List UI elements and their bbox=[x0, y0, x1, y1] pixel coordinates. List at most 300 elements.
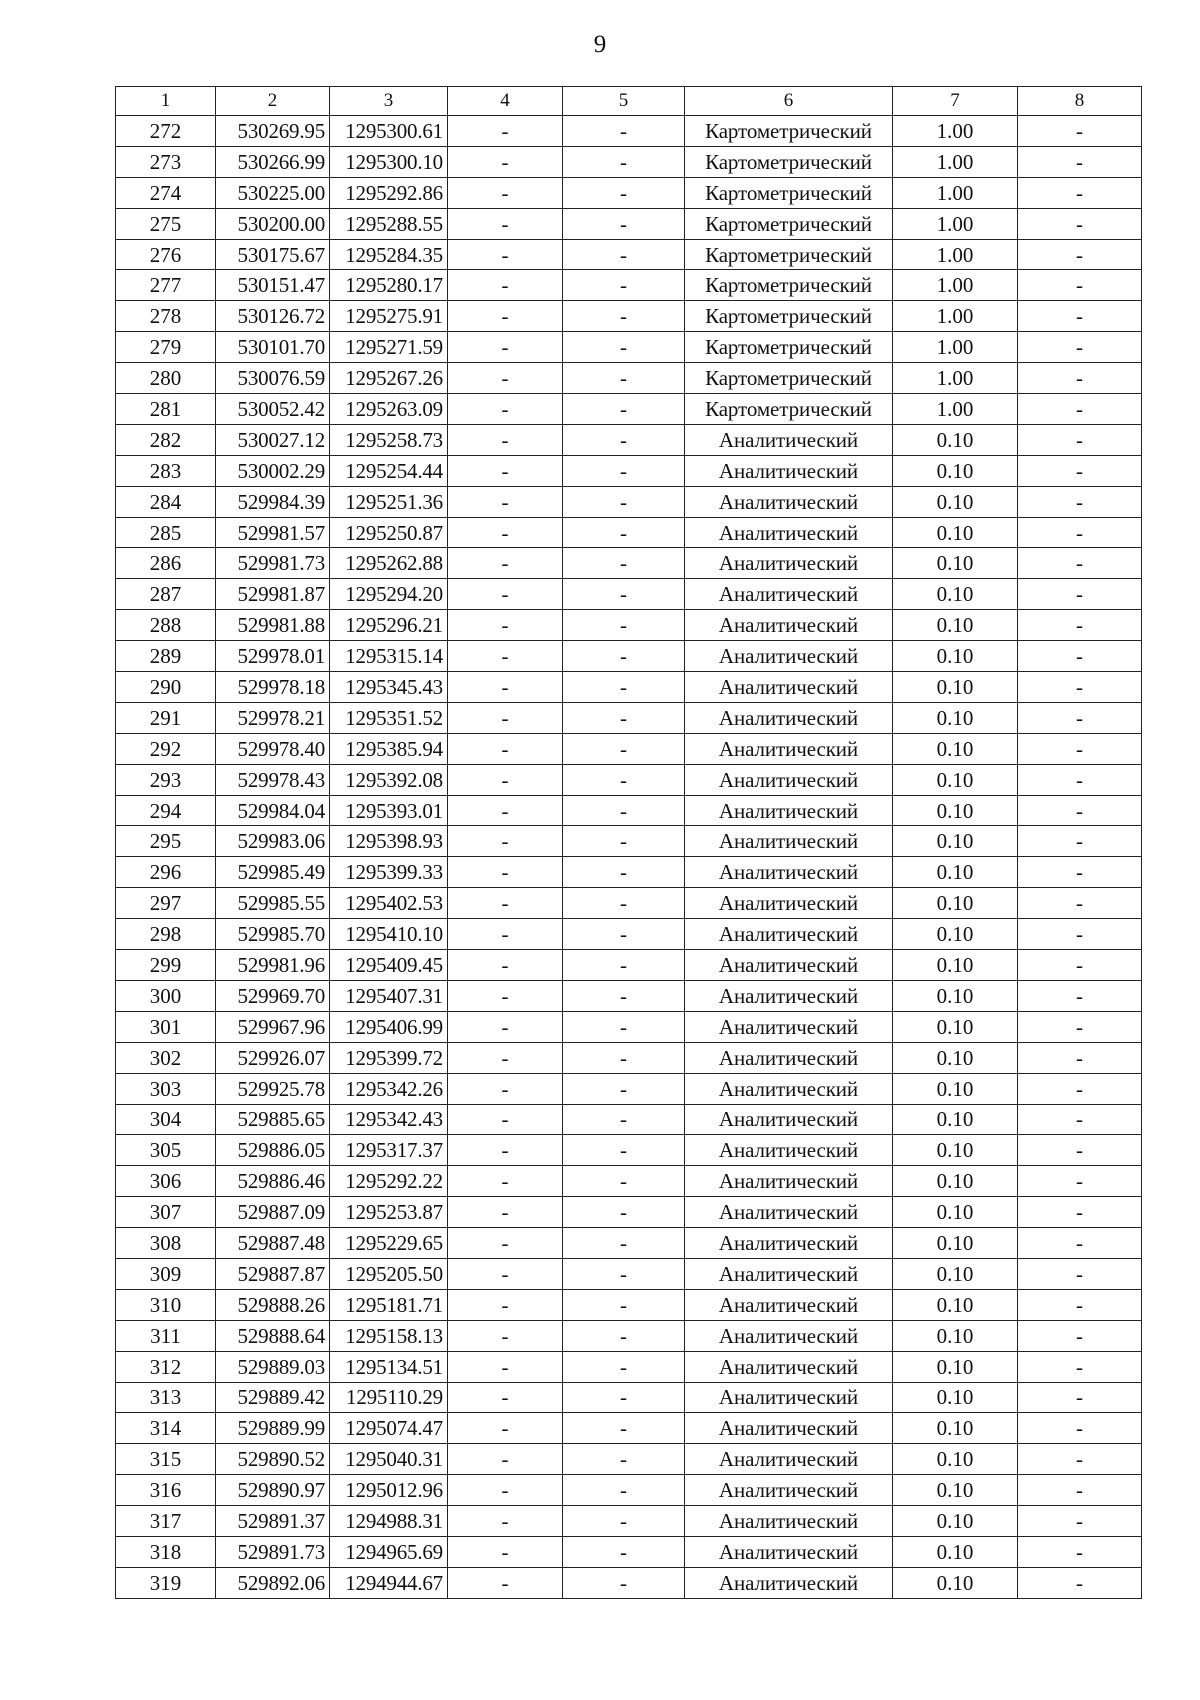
cell-point-number: 303 bbox=[116, 1073, 216, 1104]
cell-y-coordinate: 1295262.88 bbox=[330, 548, 448, 579]
cell-point-number: 278 bbox=[116, 301, 216, 332]
table-row bbox=[116, 1104, 1142, 1135]
cell-y-coordinate: 1295300.61 bbox=[330, 116, 448, 147]
cell-method: Аналитический bbox=[685, 1475, 893, 1506]
table-row bbox=[116, 332, 1142, 363]
cell-y-coordinate: 1295399.33 bbox=[330, 857, 448, 888]
cell-col-4: - bbox=[448, 116, 563, 147]
cell-col-5: - bbox=[563, 1135, 685, 1166]
cell-point-number: 287 bbox=[116, 579, 216, 610]
cell-method: Аналитический bbox=[685, 826, 893, 857]
cell-point-number: 308 bbox=[116, 1228, 216, 1259]
cell-col-4: - bbox=[448, 332, 563, 363]
cell-y-coordinate: 1295410.10 bbox=[330, 919, 448, 950]
cell-point-number: 297 bbox=[116, 888, 216, 919]
cell-x-coordinate: 530269.95 bbox=[216, 116, 330, 147]
column-header-8: 8 bbox=[1018, 87, 1142, 116]
cell-col-5: - bbox=[563, 270, 685, 301]
cell-y-coordinate: 1295409.45 bbox=[330, 950, 448, 981]
cell-accuracy: 0.10 bbox=[893, 548, 1018, 579]
cell-accuracy: 0.10 bbox=[893, 857, 1018, 888]
coordinates-table bbox=[115, 86, 1142, 1599]
cell-method: Аналитический bbox=[685, 1166, 893, 1197]
cell-point-number: 313 bbox=[116, 1382, 216, 1413]
cell-col-8: - bbox=[1018, 1567, 1142, 1598]
table-row bbox=[116, 1351, 1142, 1382]
cell-x-coordinate: 529891.37 bbox=[216, 1506, 330, 1537]
cell-accuracy: 0.10 bbox=[893, 1351, 1018, 1382]
cell-col-4: - bbox=[448, 733, 563, 764]
cell-accuracy: 0.10 bbox=[893, 1104, 1018, 1135]
cell-col-4: - bbox=[448, 1073, 563, 1104]
cell-y-coordinate: 1295229.65 bbox=[330, 1228, 448, 1259]
cell-method: Аналитический bbox=[685, 733, 893, 764]
column-header-7: 7 bbox=[893, 87, 1018, 116]
cell-col-8: - bbox=[1018, 1135, 1142, 1166]
cell-col-5: - bbox=[563, 1166, 685, 1197]
cell-col-4: - bbox=[448, 795, 563, 826]
cell-method: Аналитический bbox=[685, 579, 893, 610]
cell-y-coordinate: 1295398.93 bbox=[330, 826, 448, 857]
cell-col-8: - bbox=[1018, 1258, 1142, 1289]
cell-col-4: - bbox=[448, 1506, 563, 1537]
cell-accuracy: 1.00 bbox=[893, 116, 1018, 147]
cell-method: Аналитический bbox=[685, 764, 893, 795]
cell-col-4: - bbox=[448, 764, 563, 795]
cell-method: Аналитический bbox=[685, 641, 893, 672]
cell-col-4: - bbox=[448, 1475, 563, 1506]
cell-col-4: - bbox=[448, 517, 563, 548]
cell-y-coordinate: 1294988.31 bbox=[330, 1506, 448, 1537]
cell-y-coordinate: 1295284.35 bbox=[330, 239, 448, 270]
cell-x-coordinate: 529891.73 bbox=[216, 1536, 330, 1567]
cell-point-number: 276 bbox=[116, 239, 216, 270]
cell-col-5: - bbox=[563, 146, 685, 177]
cell-col-5: - bbox=[563, 1042, 685, 1073]
cell-method: Картометрический bbox=[685, 301, 893, 332]
cell-col-5: - bbox=[563, 1228, 685, 1259]
cell-y-coordinate: 1295040.31 bbox=[330, 1444, 448, 1475]
table-row bbox=[116, 1042, 1142, 1073]
cell-col-5: - bbox=[563, 301, 685, 332]
cell-y-coordinate: 1295300.10 bbox=[330, 146, 448, 177]
cell-method: Аналитический bbox=[685, 424, 893, 455]
cell-point-number: 286 bbox=[116, 548, 216, 579]
cell-y-coordinate: 1295012.96 bbox=[330, 1475, 448, 1506]
cell-col-5: - bbox=[563, 239, 685, 270]
cell-accuracy: 0.10 bbox=[893, 1011, 1018, 1042]
cell-y-coordinate: 1295406.99 bbox=[330, 1011, 448, 1042]
table-row bbox=[116, 270, 1142, 301]
cell-col-4: - bbox=[448, 1197, 563, 1228]
table-row bbox=[116, 764, 1142, 795]
cell-point-number: 301 bbox=[116, 1011, 216, 1042]
cell-point-number: 292 bbox=[116, 733, 216, 764]
cell-x-coordinate: 529985.55 bbox=[216, 888, 330, 919]
cell-y-coordinate: 1295399.72 bbox=[330, 1042, 448, 1073]
cell-accuracy: 0.10 bbox=[893, 455, 1018, 486]
cell-method: Аналитический bbox=[685, 548, 893, 579]
cell-accuracy: 1.00 bbox=[893, 208, 1018, 239]
cell-col-4: - bbox=[448, 208, 563, 239]
cell-method: Аналитический bbox=[685, 517, 893, 548]
cell-col-4: - bbox=[448, 455, 563, 486]
table-row bbox=[116, 641, 1142, 672]
column-header-5: 5 bbox=[563, 87, 685, 116]
cell-col-8: - bbox=[1018, 1228, 1142, 1259]
column-header-3: 3 bbox=[330, 87, 448, 116]
cell-method: Аналитический bbox=[685, 610, 893, 641]
cell-col-8: - bbox=[1018, 177, 1142, 208]
cell-y-coordinate: 1295315.14 bbox=[330, 641, 448, 672]
cell-point-number: 273 bbox=[116, 146, 216, 177]
cell-col-5: - bbox=[563, 1413, 685, 1444]
cell-method: Аналитический bbox=[685, 1536, 893, 1567]
cell-col-5: - bbox=[563, 950, 685, 981]
cell-col-5: - bbox=[563, 1289, 685, 1320]
cell-col-5: - bbox=[563, 1536, 685, 1567]
cell-y-coordinate: 1295181.71 bbox=[330, 1289, 448, 1320]
cell-col-8: - bbox=[1018, 116, 1142, 147]
cell-method: Аналитический bbox=[685, 1289, 893, 1320]
cell-x-coordinate: 530151.47 bbox=[216, 270, 330, 301]
cell-accuracy: 0.10 bbox=[893, 980, 1018, 1011]
cell-method: Картометрический bbox=[685, 208, 893, 239]
table-row bbox=[116, 733, 1142, 764]
table-row bbox=[116, 888, 1142, 919]
cell-col-8: - bbox=[1018, 1011, 1142, 1042]
cell-col-5: - bbox=[563, 548, 685, 579]
cell-col-4: - bbox=[448, 1166, 563, 1197]
cell-col-4: - bbox=[448, 548, 563, 579]
cell-x-coordinate: 530027.12 bbox=[216, 424, 330, 455]
cell-col-4: - bbox=[448, 1289, 563, 1320]
cell-method: Картометрический bbox=[685, 116, 893, 147]
cell-x-coordinate: 530052.42 bbox=[216, 394, 330, 425]
cell-x-coordinate: 529885.65 bbox=[216, 1104, 330, 1135]
cell-col-8: - bbox=[1018, 517, 1142, 548]
cell-x-coordinate: 529985.49 bbox=[216, 857, 330, 888]
cell-col-5: - bbox=[563, 733, 685, 764]
cell-accuracy: 1.00 bbox=[893, 239, 1018, 270]
cell-accuracy: 0.10 bbox=[893, 1444, 1018, 1475]
cell-x-coordinate: 530076.59 bbox=[216, 363, 330, 394]
cell-y-coordinate: 1295110.29 bbox=[330, 1382, 448, 1413]
cell-col-4: - bbox=[448, 888, 563, 919]
cell-col-4: - bbox=[448, 270, 563, 301]
cell-y-coordinate: 1295288.55 bbox=[330, 208, 448, 239]
cell-col-8: - bbox=[1018, 1413, 1142, 1444]
cell-y-coordinate: 1295258.73 bbox=[330, 424, 448, 455]
table-row bbox=[116, 455, 1142, 486]
cell-y-coordinate: 1295342.43 bbox=[330, 1104, 448, 1135]
cell-y-coordinate: 1295402.53 bbox=[330, 888, 448, 919]
cell-point-number: 281 bbox=[116, 394, 216, 425]
cell-point-number: 299 bbox=[116, 950, 216, 981]
table-row bbox=[116, 672, 1142, 703]
cell-x-coordinate: 529890.52 bbox=[216, 1444, 330, 1475]
cell-point-number: 307 bbox=[116, 1197, 216, 1228]
cell-method: Картометрический bbox=[685, 239, 893, 270]
cell-col-8: - bbox=[1018, 950, 1142, 981]
cell-method: Аналитический bbox=[685, 950, 893, 981]
cell-method: Аналитический bbox=[685, 1197, 893, 1228]
cell-point-number: 316 bbox=[116, 1475, 216, 1506]
cell-col-8: - bbox=[1018, 702, 1142, 733]
cell-col-5: - bbox=[563, 116, 685, 147]
cell-y-coordinate: 1295296.21 bbox=[330, 610, 448, 641]
cell-col-4: - bbox=[448, 177, 563, 208]
cell-x-coordinate: 529967.96 bbox=[216, 1011, 330, 1042]
cell-accuracy: 0.10 bbox=[893, 1073, 1018, 1104]
cell-col-4: - bbox=[448, 1320, 563, 1351]
cell-method: Аналитический bbox=[685, 455, 893, 486]
cell-col-8: - bbox=[1018, 1104, 1142, 1135]
cell-y-coordinate: 1295253.87 bbox=[330, 1197, 448, 1228]
cell-accuracy: 0.10 bbox=[893, 1567, 1018, 1598]
cell-col-5: - bbox=[563, 795, 685, 826]
table-row bbox=[116, 1382, 1142, 1413]
cell-col-8: - bbox=[1018, 733, 1142, 764]
cell-accuracy: 0.10 bbox=[893, 1197, 1018, 1228]
table-row bbox=[116, 579, 1142, 610]
cell-method: Картометрический bbox=[685, 363, 893, 394]
cell-col-4: - bbox=[448, 394, 563, 425]
cell-col-5: - bbox=[563, 363, 685, 394]
cell-col-4: - bbox=[448, 980, 563, 1011]
cell-col-8: - bbox=[1018, 146, 1142, 177]
table-row bbox=[116, 394, 1142, 425]
cell-col-4: - bbox=[448, 1536, 563, 1567]
cell-x-coordinate: 529985.70 bbox=[216, 919, 330, 950]
table-row bbox=[116, 1506, 1142, 1537]
cell-x-coordinate: 529981.88 bbox=[216, 610, 330, 641]
cell-col-8: - bbox=[1018, 208, 1142, 239]
cell-x-coordinate: 529889.03 bbox=[216, 1351, 330, 1382]
table-body bbox=[116, 116, 1142, 1599]
cell-method: Аналитический bbox=[685, 702, 893, 733]
cell-accuracy: 1.00 bbox=[893, 363, 1018, 394]
cell-method: Аналитический bbox=[685, 1351, 893, 1382]
cell-x-coordinate: 529889.99 bbox=[216, 1413, 330, 1444]
cell-point-number: 305 bbox=[116, 1135, 216, 1166]
cell-col-8: - bbox=[1018, 1197, 1142, 1228]
cell-x-coordinate: 529983.06 bbox=[216, 826, 330, 857]
cell-y-coordinate: 1295267.26 bbox=[330, 363, 448, 394]
table-row bbox=[116, 239, 1142, 270]
cell-point-number: 294 bbox=[116, 795, 216, 826]
cell-col-5: - bbox=[563, 1444, 685, 1475]
cell-point-number: 279 bbox=[116, 332, 216, 363]
cell-method: Аналитический bbox=[685, 795, 893, 826]
cell-col-8: - bbox=[1018, 980, 1142, 1011]
cell-col-4: - bbox=[448, 1042, 563, 1073]
cell-x-coordinate: 529886.46 bbox=[216, 1166, 330, 1197]
cell-col-5: - bbox=[563, 764, 685, 795]
cell-col-4: - bbox=[448, 857, 563, 888]
cell-accuracy: 1.00 bbox=[893, 270, 1018, 301]
table-row bbox=[116, 146, 1142, 177]
cell-col-5: - bbox=[563, 517, 685, 548]
cell-col-4: - bbox=[448, 1228, 563, 1259]
cell-y-coordinate: 1295158.13 bbox=[330, 1320, 448, 1351]
cell-y-coordinate: 1295074.47 bbox=[330, 1413, 448, 1444]
cell-point-number: 285 bbox=[116, 517, 216, 548]
cell-x-coordinate: 529981.87 bbox=[216, 579, 330, 610]
cell-y-coordinate: 1295345.43 bbox=[330, 672, 448, 703]
cell-col-4: - bbox=[448, 363, 563, 394]
cell-point-number: 309 bbox=[116, 1258, 216, 1289]
cell-accuracy: 0.10 bbox=[893, 672, 1018, 703]
cell-accuracy: 0.10 bbox=[893, 1166, 1018, 1197]
cell-point-number: 312 bbox=[116, 1351, 216, 1382]
cell-col-4: - bbox=[448, 702, 563, 733]
cell-col-4: - bbox=[448, 1413, 563, 1444]
table-row bbox=[116, 301, 1142, 332]
cell-col-8: - bbox=[1018, 1382, 1142, 1413]
cell-col-5: - bbox=[563, 486, 685, 517]
cell-x-coordinate: 529984.39 bbox=[216, 486, 330, 517]
cell-x-coordinate: 530266.99 bbox=[216, 146, 330, 177]
cell-col-8: - bbox=[1018, 548, 1142, 579]
cell-x-coordinate: 529890.97 bbox=[216, 1475, 330, 1506]
cell-x-coordinate: 530200.00 bbox=[216, 208, 330, 239]
cell-point-number: 284 bbox=[116, 486, 216, 517]
table-row bbox=[116, 1536, 1142, 1567]
cell-y-coordinate: 1295263.09 bbox=[330, 394, 448, 425]
cell-y-coordinate: 1295275.91 bbox=[330, 301, 448, 332]
cell-accuracy: 0.10 bbox=[893, 486, 1018, 517]
table-row bbox=[116, 610, 1142, 641]
table-row bbox=[116, 1228, 1142, 1259]
cell-col-4: - bbox=[448, 579, 563, 610]
cell-point-number: 282 bbox=[116, 424, 216, 455]
cell-point-number: 280 bbox=[116, 363, 216, 394]
cell-col-4: - bbox=[448, 239, 563, 270]
cell-col-5: - bbox=[563, 1320, 685, 1351]
cell-method: Картометрический bbox=[685, 394, 893, 425]
cell-point-number: 298 bbox=[116, 919, 216, 950]
cell-method: Аналитический bbox=[685, 980, 893, 1011]
table-row bbox=[116, 1567, 1142, 1598]
cell-col-4: - bbox=[448, 1444, 563, 1475]
cell-col-5: - bbox=[563, 610, 685, 641]
cell-method: Аналитический bbox=[685, 1042, 893, 1073]
cell-col-8: - bbox=[1018, 1042, 1142, 1073]
cell-col-4: - bbox=[448, 301, 563, 332]
cell-method: Аналитический bbox=[685, 1228, 893, 1259]
table-row bbox=[116, 548, 1142, 579]
cell-col-4: - bbox=[448, 1135, 563, 1166]
cell-col-8: - bbox=[1018, 301, 1142, 332]
cell-col-5: - bbox=[563, 177, 685, 208]
cell-col-4: - bbox=[448, 672, 563, 703]
cell-col-4: - bbox=[448, 1567, 563, 1598]
cell-x-coordinate: 529926.07 bbox=[216, 1042, 330, 1073]
cell-col-5: - bbox=[563, 455, 685, 486]
cell-col-8: - bbox=[1018, 857, 1142, 888]
cell-accuracy: 0.10 bbox=[893, 1042, 1018, 1073]
cell-y-coordinate: 1295271.59 bbox=[330, 332, 448, 363]
column-header-6: 6 bbox=[685, 87, 893, 116]
column-header-1: 1 bbox=[116, 87, 216, 116]
cell-x-coordinate: 529984.04 bbox=[216, 795, 330, 826]
cell-x-coordinate: 529892.06 bbox=[216, 1567, 330, 1598]
cell-accuracy: 0.10 bbox=[893, 1536, 1018, 1567]
cell-method: Картометрический bbox=[685, 270, 893, 301]
cell-method: Аналитический bbox=[685, 1258, 893, 1289]
cell-y-coordinate: 1295351.52 bbox=[330, 702, 448, 733]
cell-accuracy: 0.10 bbox=[893, 919, 1018, 950]
cell-point-number: 300 bbox=[116, 980, 216, 1011]
cell-col-5: - bbox=[563, 857, 685, 888]
cell-y-coordinate: 1295250.87 bbox=[330, 517, 448, 548]
cell-point-number: 275 bbox=[116, 208, 216, 239]
table-row bbox=[116, 1258, 1142, 1289]
cell-col-8: - bbox=[1018, 1475, 1142, 1506]
cell-col-8: - bbox=[1018, 332, 1142, 363]
table-header bbox=[116, 87, 1142, 116]
cell-x-coordinate: 529978.40 bbox=[216, 733, 330, 764]
cell-col-5: - bbox=[563, 394, 685, 425]
cell-y-coordinate: 1295392.08 bbox=[330, 764, 448, 795]
cell-point-number: 283 bbox=[116, 455, 216, 486]
table-row bbox=[116, 919, 1142, 950]
cell-y-coordinate: 1295294.20 bbox=[330, 579, 448, 610]
cell-accuracy: 0.10 bbox=[893, 795, 1018, 826]
cell-col-8: - bbox=[1018, 424, 1142, 455]
cell-point-number: 319 bbox=[116, 1567, 216, 1598]
cell-col-8: - bbox=[1018, 764, 1142, 795]
cell-method: Аналитический bbox=[685, 486, 893, 517]
cell-col-4: - bbox=[448, 610, 563, 641]
cell-col-8: - bbox=[1018, 888, 1142, 919]
cell-col-4: - bbox=[448, 486, 563, 517]
cell-col-5: - bbox=[563, 1197, 685, 1228]
cell-y-coordinate: 1295280.17 bbox=[330, 270, 448, 301]
table-row bbox=[116, 424, 1142, 455]
cell-col-8: - bbox=[1018, 239, 1142, 270]
cell-col-8: - bbox=[1018, 1073, 1142, 1104]
cell-col-5: - bbox=[563, 826, 685, 857]
column-header-2: 2 bbox=[216, 87, 330, 116]
cell-method: Аналитический bbox=[685, 888, 893, 919]
header-row bbox=[116, 87, 1142, 116]
cell-x-coordinate: 529888.64 bbox=[216, 1320, 330, 1351]
cell-y-coordinate: 1295292.86 bbox=[330, 177, 448, 208]
cell-col-4: - bbox=[448, 1351, 563, 1382]
cell-x-coordinate: 529889.42 bbox=[216, 1382, 330, 1413]
table-row bbox=[116, 826, 1142, 857]
cell-col-8: - bbox=[1018, 672, 1142, 703]
cell-y-coordinate: 1295342.26 bbox=[330, 1073, 448, 1104]
cell-point-number: 291 bbox=[116, 702, 216, 733]
table-row bbox=[116, 1320, 1142, 1351]
cell-point-number: 288 bbox=[116, 610, 216, 641]
cell-accuracy: 0.10 bbox=[893, 1382, 1018, 1413]
cell-col-5: - bbox=[563, 641, 685, 672]
cell-x-coordinate: 530002.29 bbox=[216, 455, 330, 486]
cell-method: Картометрический bbox=[685, 332, 893, 363]
table-row bbox=[116, 1011, 1142, 1042]
cell-point-number: 315 bbox=[116, 1444, 216, 1475]
cell-col-5: - bbox=[563, 980, 685, 1011]
cell-accuracy: 0.10 bbox=[893, 1135, 1018, 1166]
cell-point-number: 314 bbox=[116, 1413, 216, 1444]
cell-x-coordinate: 529888.26 bbox=[216, 1289, 330, 1320]
table-row bbox=[116, 208, 1142, 239]
cell-method: Аналитический bbox=[685, 1506, 893, 1537]
